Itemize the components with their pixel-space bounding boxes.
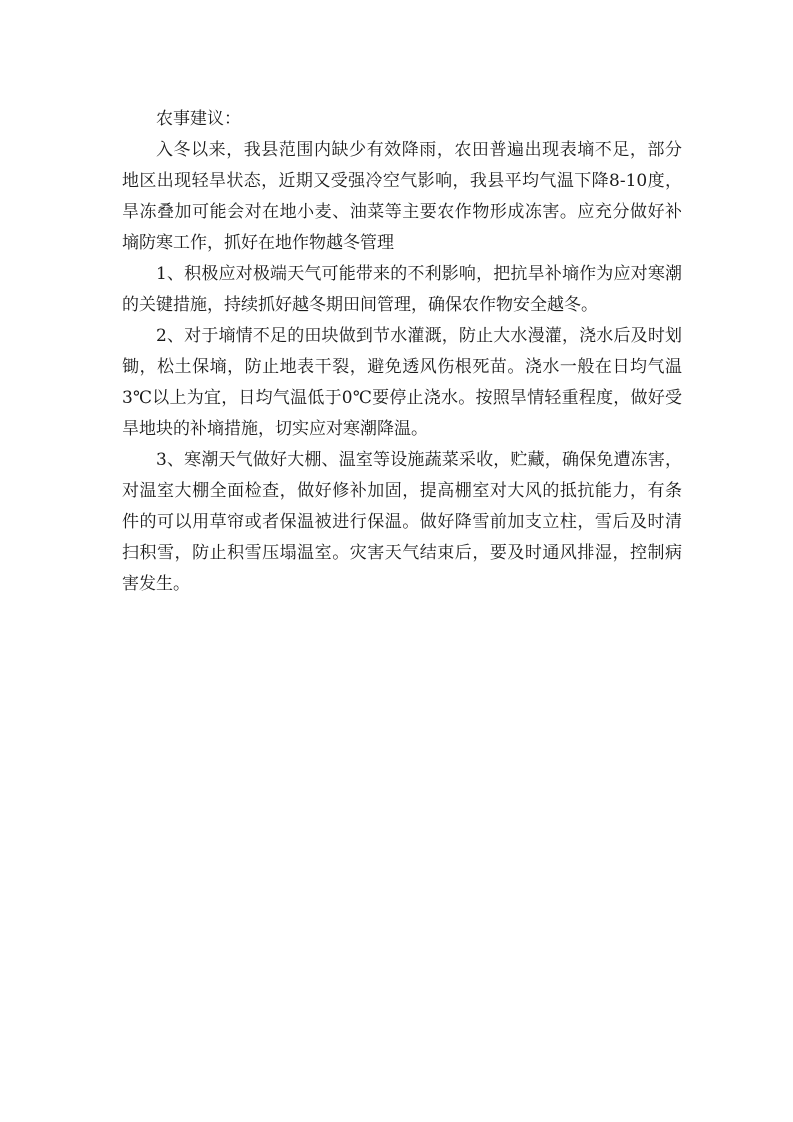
advice-item-3: 3、寒潮天气做好大棚、温室等设施蔬菜采收，贮藏，确保免遭冻害，对温室大棚全面检查，做好修补加固，提高棚室对大风的抵抗能力，有条件的可以用草帘或者保温被进行保温。做好降雪前加支立柱，雪后及时清扫积雪，防止积雪压塌温室。灾害天气结束后，要及时通风排湿，控制病害发生。 xyxy=(122,450,682,594)
document-body xyxy=(122,104,682,600)
intro-paragraph: 入冬以来，我县范围内缺少有效降雨，农田普遍出现表墒不足，部分地区出现轻旱状态，近期又受强冷空气影响，我县平均气温下降8-10度，旱冻叠加可能会对在地小麦、油菜等主要农作物形成冻害。应充分做好补墒防寒工作，抓好在地作物越冬管理 xyxy=(122,140,682,253)
advice-item-1: 1、积极应对极端天气可能带来的不利影响，把抗旱补墒作为应对寒潮的关键措施，持续抓好越冬期田间管理，确保农作物安全越冬。 xyxy=(122,264,682,315)
section-heading: 农事建议： xyxy=(156,109,241,129)
advice-item-2: 2、对于墒情不足的田块做到节水灌溉，防止大水漫灌，浇水后及时划锄，松土保墒，防止地表干裂，避免透风伤根死苗。浇水一般在日均气温3℃以上为宜，日均气温低于0℃要停止浇水。按照旱情轻重程度，做好受旱地块的补墒措施，切实应对寒潮降温。 xyxy=(122,326,682,439)
